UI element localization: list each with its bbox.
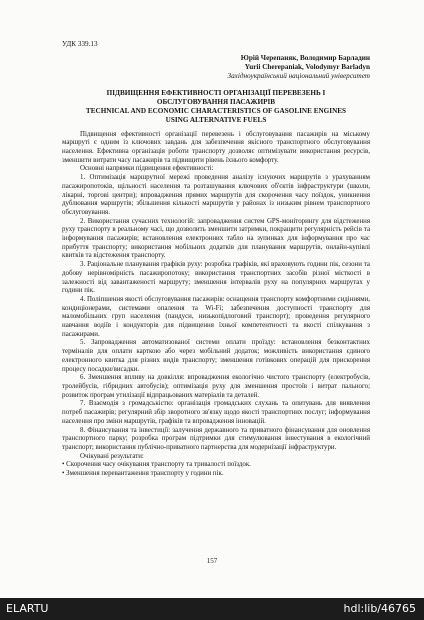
paragraph-results-heading: Очікувані результати: [80, 452, 144, 460]
authors-ukrainian: Юрій Черепаняк, Володимир Барладин [240, 54, 370, 62]
article-body [62, 40, 370, 479]
paragraph-item-8: 8. Фінансування та інвестиції: залучення державного та приватного фінансування для оновлення транспортного парку; розробка програм підтримки для стимулювання інвестування в екологічний транспорт; використання публічно-приватного партнерства для модернізації інфраструктури. [62, 426, 370, 451]
paragraph-item-7: 7. Взаємодія з громадськістю: організація громадських слухань та опитувань для виявлення потреб пасажирів; регулярний збір зворотного зв'язку щодо якості транспортних послуг; інформування населення про зміни маршрутів, графіків та впровадження інновацій. [62, 400, 370, 425]
paragraph-item-6: 6. Зменшення впливу на довкілля: впровадження екологічно чистого транспорту (електробусів, тролейбусів, гібридних автобусів); оптимізація руху для зменшення простоїв і витрат пального; розвиток програм утилізації відпрацьованих матеріалів та деталей. [62, 374, 370, 399]
paragraph-item-2: 2. Використання сучасних технологій: запровадження систем GPS-моніторингу для відстеження руху транспорту в реальному часі, що дозволить зменшити затримки, покращити регулярність рейсів та інформування пасажирів; встановлення електронних табло на зупинках для інформування про час прибуття транспорту; використання мобільних додатків для планування маршрутів, онлайн-купівлі квитків та відстеження транспорту. [62, 217, 370, 260]
title-ukrainian-line-2: ОБСЛУГОВУВАННЯ ПАСАЖИРІВ [156, 98, 276, 107]
repository-footer [0, 598, 424, 620]
paragraph-directions-heading: Основні напрямки підвищення ефективності: [80, 165, 214, 173]
title-ukrainian-line-1: ПІДВИЩЕННЯ ЕФЕКТИВНОСТІ ОРГАНІЗАЦІЇ ПЕРЕВЕЗЕНЬ І [106, 89, 326, 98]
paragraph-item-5: 5. Запровадження автоматизованої системи оплати проїзду: встановлення безконтактних терміналів для оплати карткою або через мобільний додаток; можливість використання єдиного електронного квитка для різних видів транспорту; зменшення готівкових операцій для прискорення процесу посадки/висадки. [62, 339, 370, 373]
title-english-line-1: TECHNICAL AND ECONOMIC CHARACTERISTICS OF GASOLINE ENGINES [85, 107, 347, 115]
title-english-line-2: USING ALTERNATIVE FUELS [165, 115, 267, 124]
affiliation: Західноукраїнський національний університет [227, 72, 370, 81]
paragraph-item-4: 4. Поліпшення якості обслуговування пасажирів: оснащення транспорту комфортними сидіннями, кондиціонерами, системами опалення та Wi-Fi; забезпечення доступності транспорту для маломобільних груп населення (пандуси, низькопідлоговий транспорт); проведення регулярного навчання водіїв і кондукторів для підвищення їхньої компетентності та якості спілкування з пасажирами. [62, 295, 370, 338]
paragraph-item-1: 1. Оптимізація маршрутної мережі проведення аналізу існуючих маршрутів з урахуванням пасажиропотоків, щільності населення та розташування ключових об'єктів інфраструктури (школи, лікарні, торгові центри); впровадження прямих маршрутів для скорочення часу поїздок, уникнення дублювання маршрутів; збільшення кількості маршрутів у районах із низьким рівнем транспортного обслуговування. [62, 174, 370, 216]
footer-repository-name: ELARTU [6, 602, 49, 615]
footer-handle-link[interactable]: hdl:lib/46765 [343, 602, 416, 615]
authors-english: Yurii Cherepaniak, Volodymyr Barladyn [244, 63, 370, 72]
page-number: 157 [206, 557, 218, 565]
udc-code: УДК 339.13 [62, 40, 98, 48]
paragraph-item-3: 3. Раціональне планування графіків руху: розробка графіків, які враховують години пік, сезони та добову нерівномірність пасажиропотоку; використання транспортних засобів різної місткості в залежності від завантаженості маршруту; зменшення інтервалів руху на популярних маршрутах у години пік. [62, 261, 370, 295]
article-title [62, 89, 370, 124]
result-bullet-2: • Зменшення перевантаження транспорту у години пік. [62, 470, 370, 479]
paragraph-intro: Підвищення ефективності організації перевезень і обслуговування пасажирів на міському маршруті є одним із ключових завдань для забезпечення якісного транспортного обслуговування населення. Ефективна організація роботи транспорту дозволяє оптимізувати використання ресурсів, зменшити витрати часу пасажирів та підвищити рівень їхнього комфорту. [62, 130, 370, 164]
result-bullet-1: • Скорочення часу очікування транспорту та тривалості поїздок. [62, 461, 370, 470]
